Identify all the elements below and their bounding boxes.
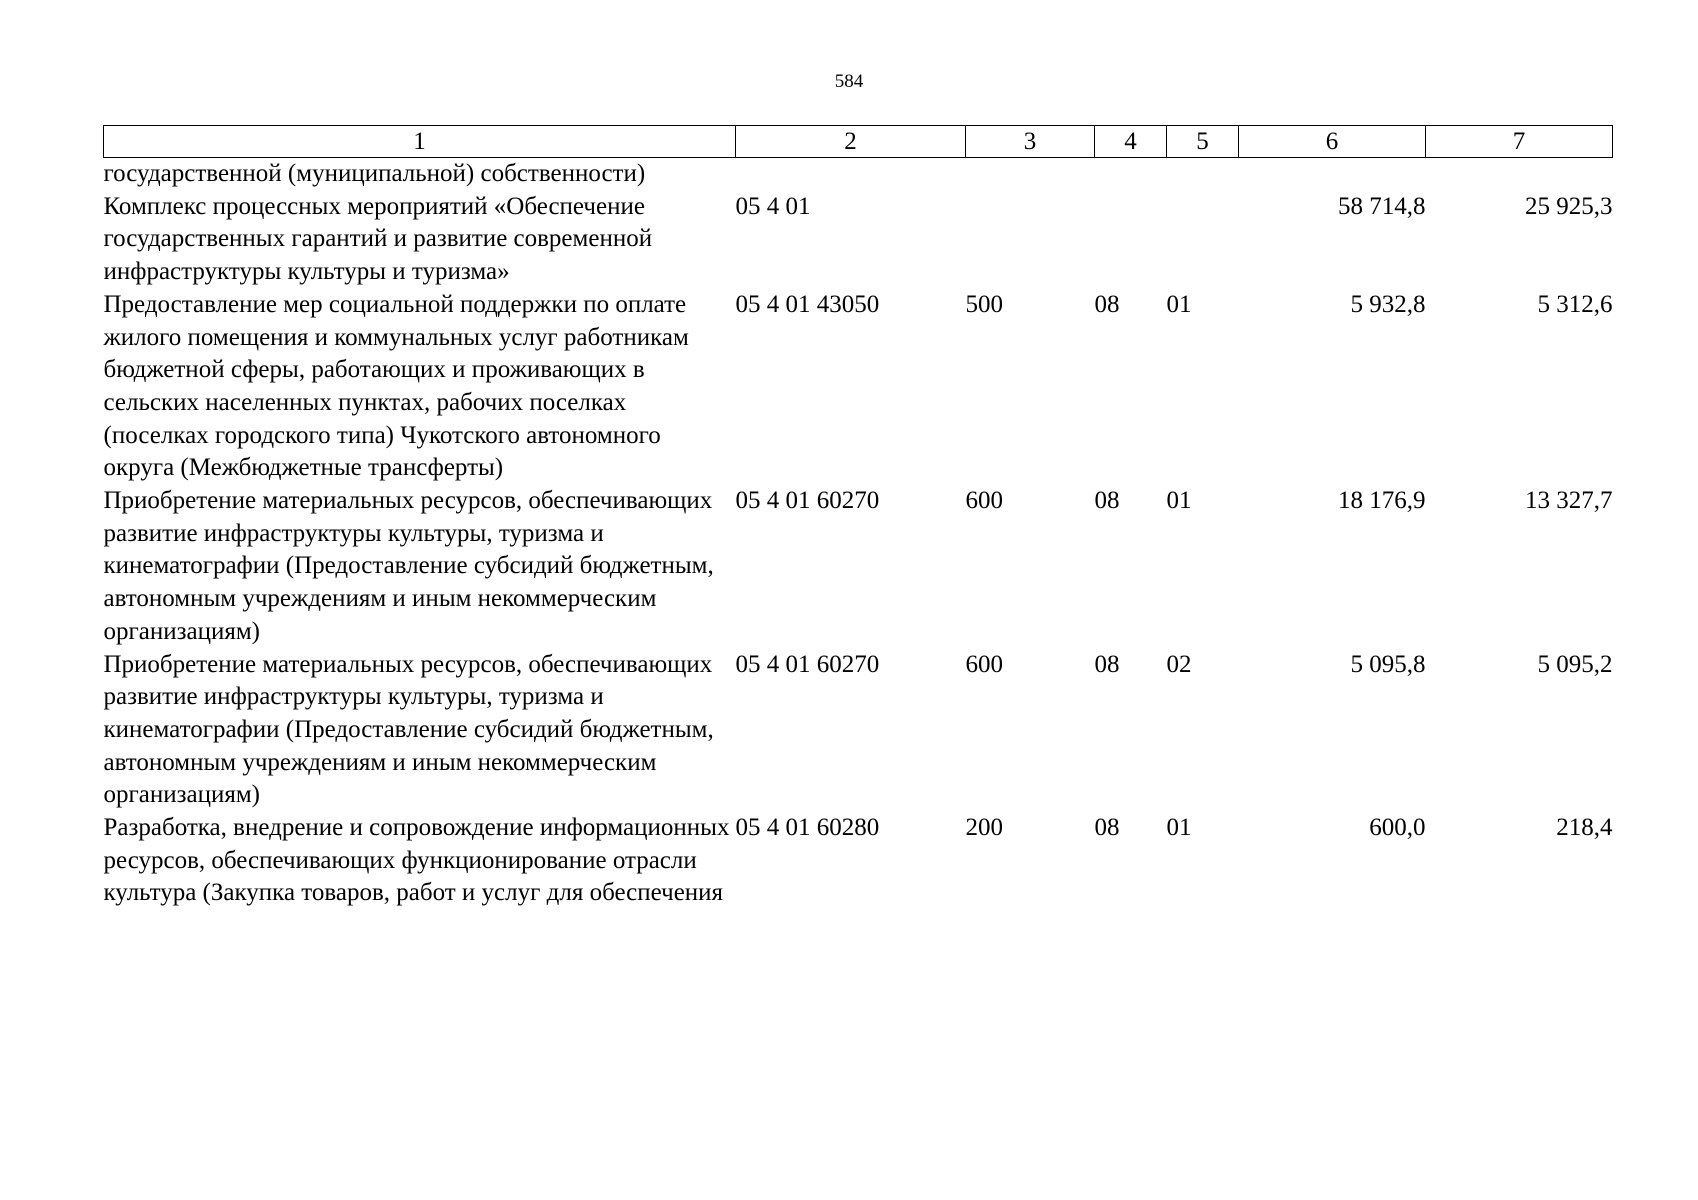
row-expense-type: 500 <box>965 290 1003 318</box>
row-subsection <box>1167 191 1239 289</box>
row-amount-approved <box>1239 158 1426 191</box>
row-subsection: 01 <box>1166 290 1192 318</box>
row-target-code: 05 4 01 60270 <box>735 650 880 678</box>
table-row <box>104 191 1613 289</box>
table-row <box>104 289 1613 485</box>
row-name: Разработка, внедрение и сопровождение информационных ресурсов, обеспечивающих функционирование отрасли культура (Закупка товаров, работ и услуг для обеспечения <box>103 814 730 907</box>
column-header-6: 6 <box>1239 126 1426 158</box>
row-expense-type: 600 <box>965 650 1003 678</box>
row-section: 08 <box>1094 487 1120 515</box>
row-target-code: 05 4 01 43050 <box>735 290 880 318</box>
row-expense-type <box>966 158 1095 191</box>
row-amount-executed: 25 925,3 <box>1525 192 1613 220</box>
row-section <box>1095 191 1167 289</box>
table-row <box>104 812 1613 910</box>
row-name: Комплекс процессных мероприятий «Обеспечение государственных гарантий и развитие современной инфраструктуры культуры и туризма» <box>103 192 653 286</box>
row-amount-executed: 5 095,2 <box>1537 650 1613 678</box>
column-header-7: 7 <box>1426 126 1613 158</box>
row-amount-approved: 58 714,8 <box>1338 192 1426 220</box>
row-amount-approved: 5 932,8 <box>1350 290 1426 318</box>
table-row <box>104 485 1613 649</box>
row-section <box>1095 158 1167 191</box>
row-subsection: 01 <box>1166 814 1192 842</box>
table-row <box>104 649 1613 813</box>
row-amount-executed: 13 327,7 <box>1525 487 1613 515</box>
row-expense-type <box>966 191 1095 289</box>
row-section: 08 <box>1094 650 1120 678</box>
row-subsection: 02 <box>1166 650 1192 678</box>
row-target-code <box>736 158 966 191</box>
row-name: Предоставление мер социальной поддержки по оплате жилого помещения и коммунальных услуг работникам бюджетной сферы, работающих и проживающих в сельских населенных пунктах, рабочих поселках (поселках городского типа) Чукотского автономного округа (Межбюджетные трансферты) <box>103 290 689 482</box>
row-target-code: 05 4 01 60270 <box>735 487 880 515</box>
row-amount-executed: 5 312,6 <box>1537 290 1613 318</box>
row-target-code: 05 4 01 60280 <box>735 814 880 842</box>
column-header-3: 3 <box>966 126 1095 158</box>
column-header-5: 5 <box>1167 126 1239 158</box>
row-name: государственной (муниципальной) собственности) <box>103 160 646 187</box>
row-name: Приобретение материальных ресурсов, обеспечивающих развитие инфраструктуры культуры, туризма и кинематографии (Предоставление субсидий бюджетным, автономным учреждениям и иным некоммерческим организациям) <box>103 487 714 645</box>
column-header-1: 1 <box>104 126 736 158</box>
row-section: 08 <box>1094 290 1120 318</box>
column-header-4: 4 <box>1095 126 1167 158</box>
table-header-row <box>104 126 1613 158</box>
row-name: Приобретение материальных ресурсов, обеспечивающих развитие инфраструктуры культуры, туризма и кинематографии (Предоставление субсидий бюджетным, автономным учреждениям и иным некоммерческим организациям) <box>103 650 714 809</box>
row-amount-approved: 600,0 <box>1369 814 1426 842</box>
table-row <box>104 158 1613 191</box>
row-amount-executed <box>1426 158 1613 191</box>
row-amount-approved: 5 095,8 <box>1350 650 1426 678</box>
row-section: 08 <box>1094 814 1120 842</box>
column-header-2: 2 <box>736 126 966 158</box>
row-expense-type: 600 <box>965 487 1003 515</box>
row-subsection <box>1167 158 1239 191</box>
budget-table <box>103 125 1613 910</box>
row-amount-approved: 18 176,9 <box>1338 487 1426 515</box>
page-number: 584 <box>834 71 864 92</box>
row-amount-executed: 218,4 <box>1556 814 1613 842</box>
row-target-code: 05 4 01 <box>735 192 811 220</box>
row-expense-type: 200 <box>965 814 1003 842</box>
row-subsection: 01 <box>1166 487 1192 515</box>
